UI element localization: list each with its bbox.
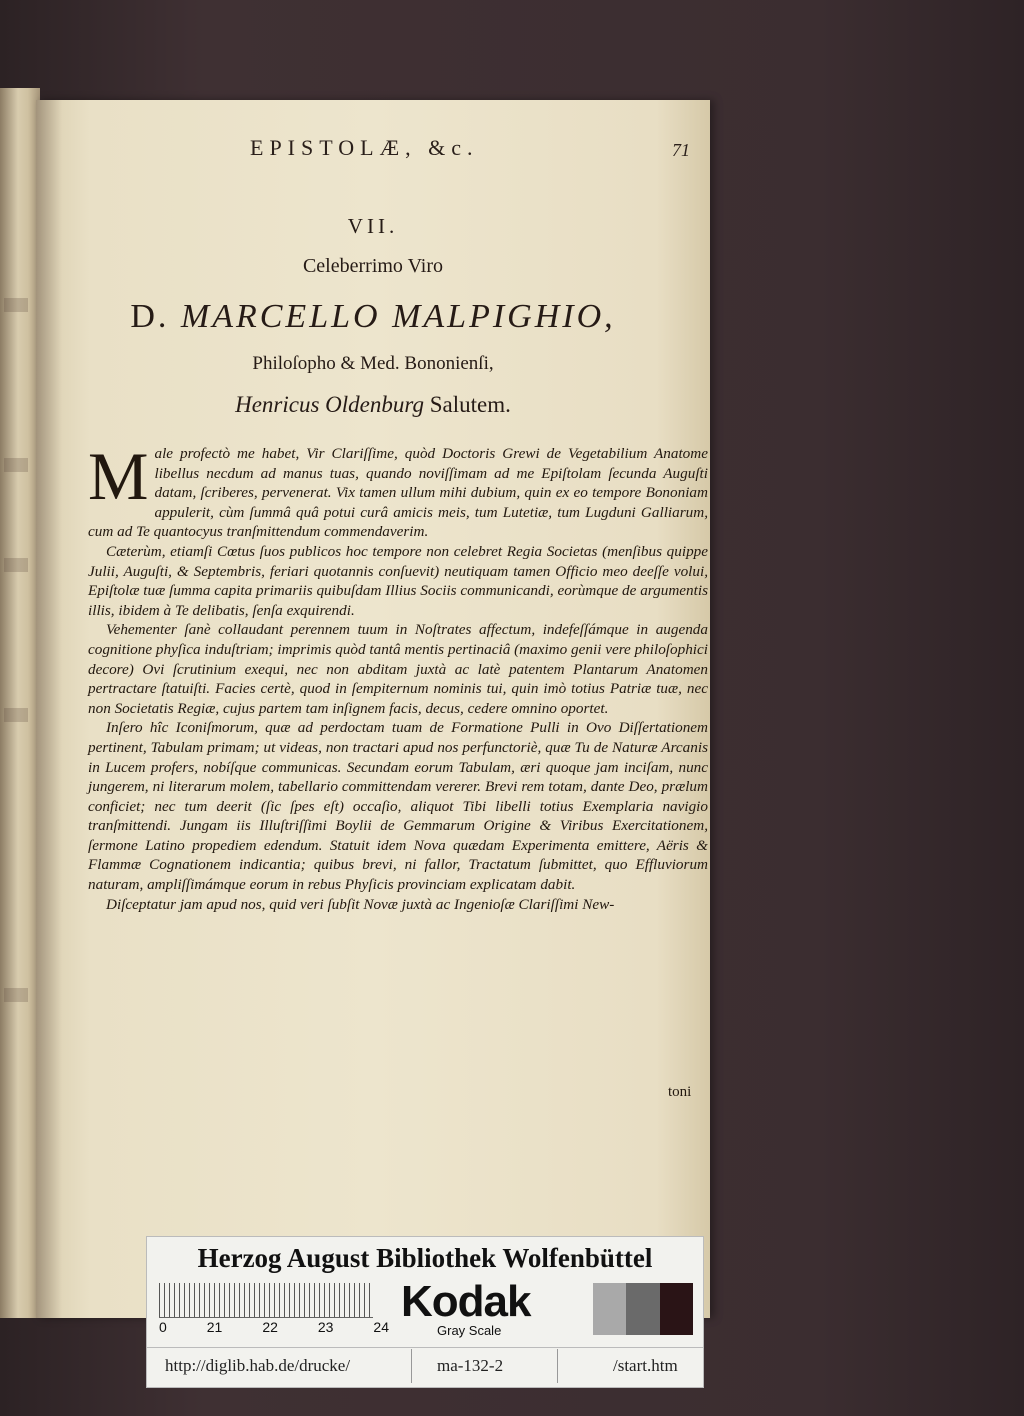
swatch-dark <box>660 1283 693 1335</box>
epistle-number: VII. <box>347 214 399 238</box>
ruler-number: 0 <box>159 1319 167 1335</box>
ruler-number: 21 <box>206 1319 223 1335</box>
recipient-title: Philoſopho & Med. Bononienſi, <box>252 353 494 374</box>
institution-name: Herzog August Bibliothek Wolfenbüttel <box>197 1243 653 1273</box>
ruler-number: 22 <box>262 1319 278 1335</box>
footer-divider <box>411 1349 412 1383</box>
salute-word: Salutem. <box>429 392 511 417</box>
gray-scale-label: Gray Scale <box>437 1323 502 1338</box>
ruler-number: 24 <box>373 1319 389 1335</box>
paragraph: Cæterùm, etiamſi Cœtus ſuos publicos hoc tempore non celebret Regia Societas (menſibus quippe Julii, Auguſti, & Septembris, feriari quotannis conſuevit) neutiquam tamen Officio meo deeſſe volui, Epiſtolæ tuæ ſumma capita primariis quibuſdam Illius Sociis communicandi, eorùmque de argumentis illis, ibidem à Te delibatis, ſenſa exquirendi. <box>88 542 708 619</box>
dedication-line: Celeberrimo Viro <box>302 255 444 277</box>
paragraph: Diſceptatur jam apud nos, quid veri ſubſit Novæ juxtà ac Ingenioſæ Clariſſimi New- <box>106 895 615 913</box>
page-number: 71 <box>672 140 690 160</box>
name-prefix: D. <box>130 298 170 335</box>
catchword: toni <box>668 1084 692 1100</box>
colorbar-footer <box>147 1347 703 1384</box>
ruler-numbers <box>159 1319 389 1335</box>
gray-swatches <box>593 1283 693 1335</box>
salutation-line <box>36 392 710 418</box>
swatch-light <box>593 1283 626 1335</box>
running-head: EPISTOLÆ, &c. <box>250 135 479 160</box>
drop-cap: M <box>88 438 149 514</box>
paragraph: Inſero hîc Iconiſmorum, quæ ad perdoctam tuam de Formatione Pulli in Ovo Diſſertationem pertinent, Tabulam primam; ut videas, non tractari apud nos perfunctoriè, quæ Tu de Naturæ Arcanis in Lucem profers, nobíſque communicas. Secundam eorum Tabulam, æri quoque jam inciſam, nunc jungerem, ni literarum molem, tabellario committendam vererer. Brevi rem totam, dante Deo, prælum conficiet; nec tum deerit (ſic ſpes eſt) occaſio, aliquot Tibi libelli totius Exemplaria navigio tranſmittendi. Jungam iis Illuſtriſſimi Boylii de Gemmarum Origine & Viribus Exercitationem, ſermone Latino propediem edendum. Statuit idem Nova quædam Experimenta emittere, Aëris & Flammæ Cognationem indicantia; quibus brevi, ni fallor, Tractatum ſubmittet, quo Effluviorum naturam, ampliſſimámque eorum in rebus Phyſicis provinciam explicatam dabit. <box>88 719 708 894</box>
ruler-scale <box>159 1283 373 1318</box>
footer-divider <box>557 1349 558 1383</box>
kodak-logo: Kodak <box>401 1277 531 1326</box>
swatch-mid <box>626 1283 659 1335</box>
kodak-color-bar <box>146 1236 704 1388</box>
paragraph: Vehementer ſanè collaudant perennem tuum in Noſtrates affectum, indefeſſámque in augenda cognitione phyſica induſtriam; imprimis quòd tantâ mentis pertinaciâ (maximo genii vere philoſophici decore) Ovi ſcrutinium exequi, nec non abditam juxtà ac latè patentem Plantarum Anatomen pertractare ſtatuiſti. Facies certè, quod in ſempiternum nominis tui, quin imò totius Patriæ tuæ, nec non Societatis Regiæ, cujus partem tam inſignem facis, decus, cedere omnino oportet. <box>88 621 708 717</box>
sender-name: Henricus Oldenburg <box>235 392 424 417</box>
recipient-name <box>36 298 710 336</box>
ruler-number: 23 <box>317 1319 334 1335</box>
gutter-shadow <box>36 100 62 1318</box>
url-text: http://diglib.hab.de/drucke/ <box>165 1356 351 1375</box>
name-text: MARCELLO MALPIGHIO, <box>180 298 616 335</box>
previous-page-edge <box>0 88 40 1318</box>
paragraph: Male profectò me habet, Vir Clariſſime, quòd Doctoris Grewi de Vegetabilium Anatome libellus necdum ad manus tuas, quando noviſſimam ad me Epiſtolam ſecunda Auguſti datam, ſcriberes, pervenerat. Vix tamen ullum mihi dubium, quin ex eo tempore Bononiam appulerit, cùm ſummâ quâ potui curâ amicis meis, tum Lutetiæ, tum Lugduni Galliarum, cum ad Te quantocyus tranſmittendum commendaverim. <box>88 438 708 541</box>
shelfmark-text: ma-132-2 <box>437 1356 504 1375</box>
start-text: /start.htm <box>613 1356 678 1375</box>
letter-body <box>88 438 708 914</box>
